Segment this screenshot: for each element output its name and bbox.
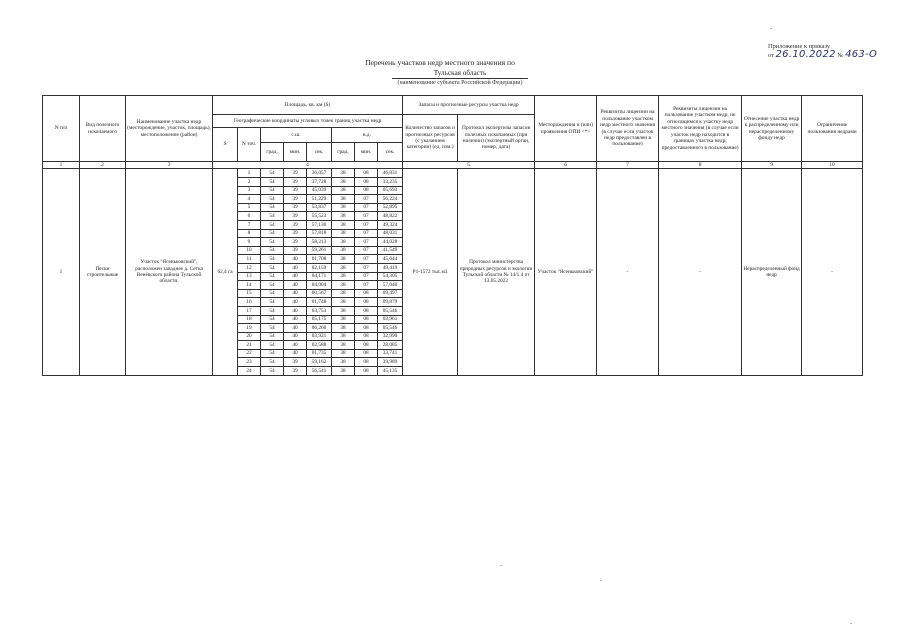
lat-seconds: 59,162 xyxy=(307,358,332,367)
lon-degrees: 38 xyxy=(332,281,355,290)
header-protocol: Протокол экспертизы запасов полезных ископаемых (при наличии) (экспертный орган, номер, дата) xyxy=(458,115,535,162)
lat-minutes: 40 xyxy=(284,272,307,281)
lon-seconds: 45,644 xyxy=(378,255,403,264)
coordinate-rows xyxy=(43,169,863,375)
point-number: 15 xyxy=(238,289,261,298)
lon-seconds: 28,085 xyxy=(378,341,403,350)
lat-degrees: 54 xyxy=(261,324,284,333)
lat-degrees: 54 xyxy=(261,263,284,272)
lon-seconds: 09,879 xyxy=(378,298,403,307)
record-deposit: Участок "Ясеньковский" xyxy=(535,169,597,375)
lat-minutes: 39 xyxy=(284,367,307,376)
lon-minutes: 07 xyxy=(355,195,378,204)
lat-minutes: 40 xyxy=(284,306,307,315)
lon-seconds: 49,324 xyxy=(378,220,403,229)
lat-degrees: 54 xyxy=(261,220,284,229)
col-number: 7 xyxy=(597,162,659,169)
col-number: 9 xyxy=(742,162,802,169)
handwritten-number: 463-О xyxy=(845,49,878,60)
lat-minutes: 40 xyxy=(284,324,307,333)
lon-seconds: 46,831 xyxy=(378,169,403,178)
lat-degrees: 54 xyxy=(261,315,284,324)
lon-seconds: 52,895 xyxy=(378,203,403,212)
lon-seconds: 56,224 xyxy=(378,195,403,204)
lat-seconds: 03,921 xyxy=(307,332,332,341)
lat-minutes: 39 xyxy=(284,358,307,367)
point-number: 16 xyxy=(238,298,261,307)
lon-minutes: 07 xyxy=(355,255,378,264)
lat-minutes: 39 xyxy=(284,186,307,195)
lon-degrees: 38 xyxy=(332,186,355,195)
lat-minutes: 39 xyxy=(284,169,307,178)
lat-degrees: 54 xyxy=(261,281,284,290)
lon-seconds: 32,990 xyxy=(378,332,403,341)
lat-seconds: 04,171 xyxy=(307,272,332,281)
lat-minutes: 39 xyxy=(284,238,307,247)
lat-degrees: 54 xyxy=(261,349,284,358)
lon-seconds: 41,549 xyxy=(378,246,403,255)
lon-degrees: 38 xyxy=(332,212,355,221)
header-name: Наименование участка недр (месторождение, участок, площадь), местоположение (район) xyxy=(126,96,213,162)
header-lon-min: мин. xyxy=(355,143,378,162)
header-s: S xyxy=(213,128,238,162)
col-number: 2 xyxy=(80,162,126,169)
lon-seconds: 33,741 xyxy=(378,349,403,358)
lon-degrees: 38 xyxy=(332,298,355,307)
lat-degrees: 54 xyxy=(261,367,284,376)
lat-minutes: 39 xyxy=(284,178,307,187)
lon-seconds: 49,419 xyxy=(378,263,403,272)
lon-seconds: 54,305 xyxy=(378,272,403,281)
lon-seconds: 48,822 xyxy=(378,212,403,221)
lon-degrees: 38 xyxy=(332,255,355,264)
lon-minutes: 08 xyxy=(355,315,378,324)
lat-minutes: 40 xyxy=(284,281,307,290)
lon-minutes: 07 xyxy=(355,238,378,247)
lon-degrees: 38 xyxy=(332,349,355,358)
lon-minutes: 08 xyxy=(355,289,378,298)
lon-degrees: 38 xyxy=(332,246,355,255)
lat-degrees: 54 xyxy=(261,272,284,281)
lat-seconds: 02,588 xyxy=(307,341,332,350)
lat-seconds: 06,260 xyxy=(307,324,332,333)
header-reserves: Запасы и прогнозные ресурсы участка недр xyxy=(403,96,535,115)
lat-seconds: 03,753 xyxy=(307,306,332,315)
annex-reference xyxy=(768,43,893,60)
lat-seconds: 57,818 xyxy=(307,229,332,238)
region-caption: (наименование субъекта Российской Федерации) xyxy=(397,80,523,86)
lon-degrees: 38 xyxy=(332,367,355,376)
lon-minutes: 08 xyxy=(355,169,378,178)
record-mineral: Пески строительные xyxy=(80,169,126,375)
lon-degrees: 38 xyxy=(332,263,355,272)
record-area: 62,4 га xyxy=(213,169,238,375)
col-number: 6 xyxy=(535,162,597,169)
lat-minutes: 39 xyxy=(284,220,307,229)
record-quantity: P1-1572 тыс.м3 xyxy=(403,169,458,375)
header-license-local: Реквизиты лицензии на пользование участком недр местного значения (в случае если участок недр предоставлен в пользование) xyxy=(597,96,659,162)
lon-seconds: 09,497 xyxy=(378,289,403,298)
region-name: Тульская область xyxy=(392,69,528,79)
header-area: Площадь, кв. км (S) xyxy=(213,96,403,115)
col-number: 5 xyxy=(403,162,535,169)
lat-seconds: 56,541 xyxy=(307,367,332,376)
lat-degrees: 54 xyxy=(261,195,284,204)
point-number: 4 xyxy=(238,195,261,204)
lon-degrees: 38 xyxy=(332,289,355,298)
lat-minutes: 39 xyxy=(284,212,307,221)
header-lon-deg: град. xyxy=(332,143,355,162)
lon-degrees: 38 xyxy=(332,332,355,341)
header-lat: с.ш. xyxy=(261,128,332,143)
point-number: 8 xyxy=(238,229,261,238)
lat-degrees: 54 xyxy=(261,186,284,195)
record-limits: - xyxy=(802,169,863,375)
point-number: 19 xyxy=(238,324,261,333)
lat-seconds: 45,039 xyxy=(307,186,332,195)
point-number: 3 xyxy=(238,186,261,195)
lon-seconds: 05,546 xyxy=(378,324,403,333)
header-fund: Отнесение участка недр к распределенному или нераспределенному фонду недр xyxy=(742,96,802,162)
document-title: Перечень участков недр местного значения по xyxy=(365,58,515,67)
lat-minutes: 40 xyxy=(284,289,307,298)
lon-degrees: 38 xyxy=(332,358,355,367)
lat-seconds: 05,175 xyxy=(307,315,332,324)
lon-minutes: 07 xyxy=(355,272,378,281)
record-protocol: Протокол министерства природных ресурсов и экологии Тульской области № 14/1.4 от 13.05.2022 xyxy=(458,169,535,375)
header-license-other: Реквизиты лицензии на пользование участком недр, не относящимся к участку недр местного значения (в случае если участок недр находится в границах участка недр, предоставленного в пользование) xyxy=(659,96,742,162)
lon-degrees: 38 xyxy=(332,324,355,333)
header-mineral: Вид полезного ископаемого xyxy=(80,96,126,162)
lat-seconds: 02,159 xyxy=(307,263,332,272)
lon-degrees: 38 xyxy=(332,169,355,178)
lon-seconds: 45,135 xyxy=(378,367,403,376)
lat-seconds: 59,261 xyxy=(307,246,332,255)
lon-degrees: 38 xyxy=(332,195,355,204)
lon-minutes: 07 xyxy=(355,212,378,221)
header-limits: Ограничение пользования недрами xyxy=(802,96,863,162)
lon-minutes: 07 xyxy=(355,220,378,229)
header-lat-min: мин. xyxy=(284,143,307,162)
lon-minutes: 07 xyxy=(355,229,378,238)
lat-degrees: 54 xyxy=(261,298,284,307)
lon-minutes: 07 xyxy=(355,281,378,290)
handwritten-date: 26.10.2022 xyxy=(775,49,836,60)
lon-seconds: 05,546 xyxy=(378,306,403,315)
lat-degrees: 54 xyxy=(261,306,284,315)
lon-seconds: 44,028 xyxy=(378,238,403,247)
point-number: 2 xyxy=(238,178,261,187)
col-number: 1 xyxy=(43,162,80,169)
lat-seconds: 01,708 xyxy=(307,255,332,264)
lat-seconds: 04,004 xyxy=(307,281,332,290)
point-number: 24 xyxy=(238,367,261,376)
lon-seconds: 57,040 xyxy=(378,281,403,290)
lon-seconds: 33,235 xyxy=(378,178,403,187)
lat-minutes: 39 xyxy=(284,229,307,238)
point-number: 17 xyxy=(238,306,261,315)
lon-degrees: 38 xyxy=(332,315,355,324)
record-license-other: - xyxy=(659,169,742,375)
header-lon: в.д. xyxy=(332,128,403,143)
lon-minutes: 08 xyxy=(355,341,378,350)
lat-degrees: 54 xyxy=(261,341,284,350)
point-number: 6 xyxy=(238,212,261,221)
record-license-local: - xyxy=(597,169,659,375)
lon-seconds: 03,961 xyxy=(378,315,403,324)
lat-minutes: 39 xyxy=(284,203,307,212)
lat-degrees: 54 xyxy=(261,229,284,238)
lat-seconds: 53,837 xyxy=(307,203,332,212)
annex-line: Приложение к приказу xyxy=(768,43,831,50)
header-lat-deg: град. xyxy=(261,143,284,162)
lon-degrees: 38 xyxy=(332,272,355,281)
lat-seconds: 37,728 xyxy=(307,178,332,187)
lat-degrees: 54 xyxy=(261,178,284,187)
lat-seconds: 57,130 xyxy=(307,220,332,229)
lat-minutes: 40 xyxy=(284,332,307,341)
header-quantity: Количество запасов и прогнозных ресурсов (с указанием категории) (ед. изм.) xyxy=(403,115,458,162)
lat-minutes: 40 xyxy=(284,298,307,307)
lon-minutes: 08 xyxy=(355,324,378,333)
lat-seconds: 55,523 xyxy=(307,212,332,221)
lon-minutes: 08 xyxy=(355,298,378,307)
lat-seconds: 01,735 xyxy=(307,349,332,358)
point-number: 22 xyxy=(238,349,261,358)
lon-degrees: 38 xyxy=(332,203,355,212)
lon-seconds: 39,989 xyxy=(378,358,403,367)
lat-degrees: 54 xyxy=(261,289,284,298)
header-point: N точ. xyxy=(238,128,261,162)
point-number: 13 xyxy=(238,272,261,281)
lat-minutes: 39 xyxy=(284,195,307,204)
lat-degrees: 54 xyxy=(261,332,284,341)
lat-minutes: 40 xyxy=(284,263,307,272)
lon-minutes: 07 xyxy=(355,263,378,272)
point-number: 23 xyxy=(238,358,261,367)
lon-degrees: 38 xyxy=(332,178,355,187)
point-number: 12 xyxy=(238,263,261,272)
col-number: 3 xyxy=(126,162,213,169)
lon-minutes: 07 xyxy=(355,246,378,255)
point-number: 11 xyxy=(238,255,261,264)
lat-degrees: 54 xyxy=(261,238,284,247)
header-n: N п/п xyxy=(43,96,80,162)
header-coords: Географические координаты угловых точек границ участка недр xyxy=(213,115,403,128)
lon-minutes: 07 xyxy=(355,203,378,212)
lat-degrees: 54 xyxy=(261,246,284,255)
col-number: 8 xyxy=(659,162,742,169)
lat-degrees: 54 xyxy=(261,255,284,264)
lon-degrees: 38 xyxy=(332,238,355,247)
lon-degrees: 38 xyxy=(332,229,355,238)
col-number: 10 xyxy=(802,162,863,169)
lon-degrees: 38 xyxy=(332,220,355,229)
record-fund: Нераспределенный фонд недр xyxy=(742,169,802,375)
lat-seconds: 36,057 xyxy=(307,169,332,178)
point-number: 21 xyxy=(238,341,261,350)
annex-date-line: от 26.10.2022 № 463-О xyxy=(768,49,878,60)
lat-seconds: 51,229 xyxy=(307,195,332,204)
record-number: 1 xyxy=(43,169,80,375)
lon-degrees: 38 xyxy=(332,341,355,350)
header-lat-sec: сек. xyxy=(307,143,332,162)
col-number: 4 xyxy=(213,162,403,169)
lon-degrees: 38 xyxy=(332,306,355,315)
lon-minutes: 08 xyxy=(355,178,378,187)
lat-seconds: 00,567 xyxy=(307,289,332,298)
lat-minutes: 40 xyxy=(284,255,307,264)
lat-degrees: 54 xyxy=(261,358,284,367)
lon-seconds: 48,031 xyxy=(378,229,403,238)
lon-minutes: 08 xyxy=(355,358,378,367)
lon-seconds: 05,693 xyxy=(378,186,403,195)
lon-minutes: 08 xyxy=(355,349,378,358)
lat-degrees: 54 xyxy=(261,212,284,221)
lat-minutes: 40 xyxy=(284,341,307,350)
point-number: 7 xyxy=(238,220,261,229)
lon-minutes: 08 xyxy=(355,306,378,315)
point-number: 1 xyxy=(238,169,261,178)
point-number: 10 xyxy=(238,246,261,255)
lat-minutes: 39 xyxy=(284,246,307,255)
point-number: 18 xyxy=(238,315,261,324)
point-number: 9 xyxy=(238,238,261,247)
lon-minutes: 08 xyxy=(355,332,378,341)
lat-minutes: 40 xyxy=(284,349,307,358)
lat-degrees: 54 xyxy=(261,203,284,212)
record-name: Участок "Ясеньковский", расположен западнее д. Сетка Венёвского района Тульской области. xyxy=(126,169,213,375)
header-lon-sec: сек. xyxy=(378,143,403,162)
table-row xyxy=(43,169,863,178)
point-number: 20 xyxy=(238,332,261,341)
lat-seconds: 58,213 xyxy=(307,238,332,247)
lat-seconds: 01,748 xyxy=(307,298,332,307)
lon-minutes: 08 xyxy=(355,186,378,195)
header-deposit: Месторождения и (или) проявления ОПИ <*> xyxy=(535,96,597,162)
point-number: 5 xyxy=(238,203,261,212)
lon-minutes: 08 xyxy=(355,367,378,376)
point-number: 14 xyxy=(238,281,261,290)
lat-degrees: 54 xyxy=(261,169,284,178)
lat-minutes: 40 xyxy=(284,315,307,324)
subsoil-plots-table xyxy=(42,95,863,376)
